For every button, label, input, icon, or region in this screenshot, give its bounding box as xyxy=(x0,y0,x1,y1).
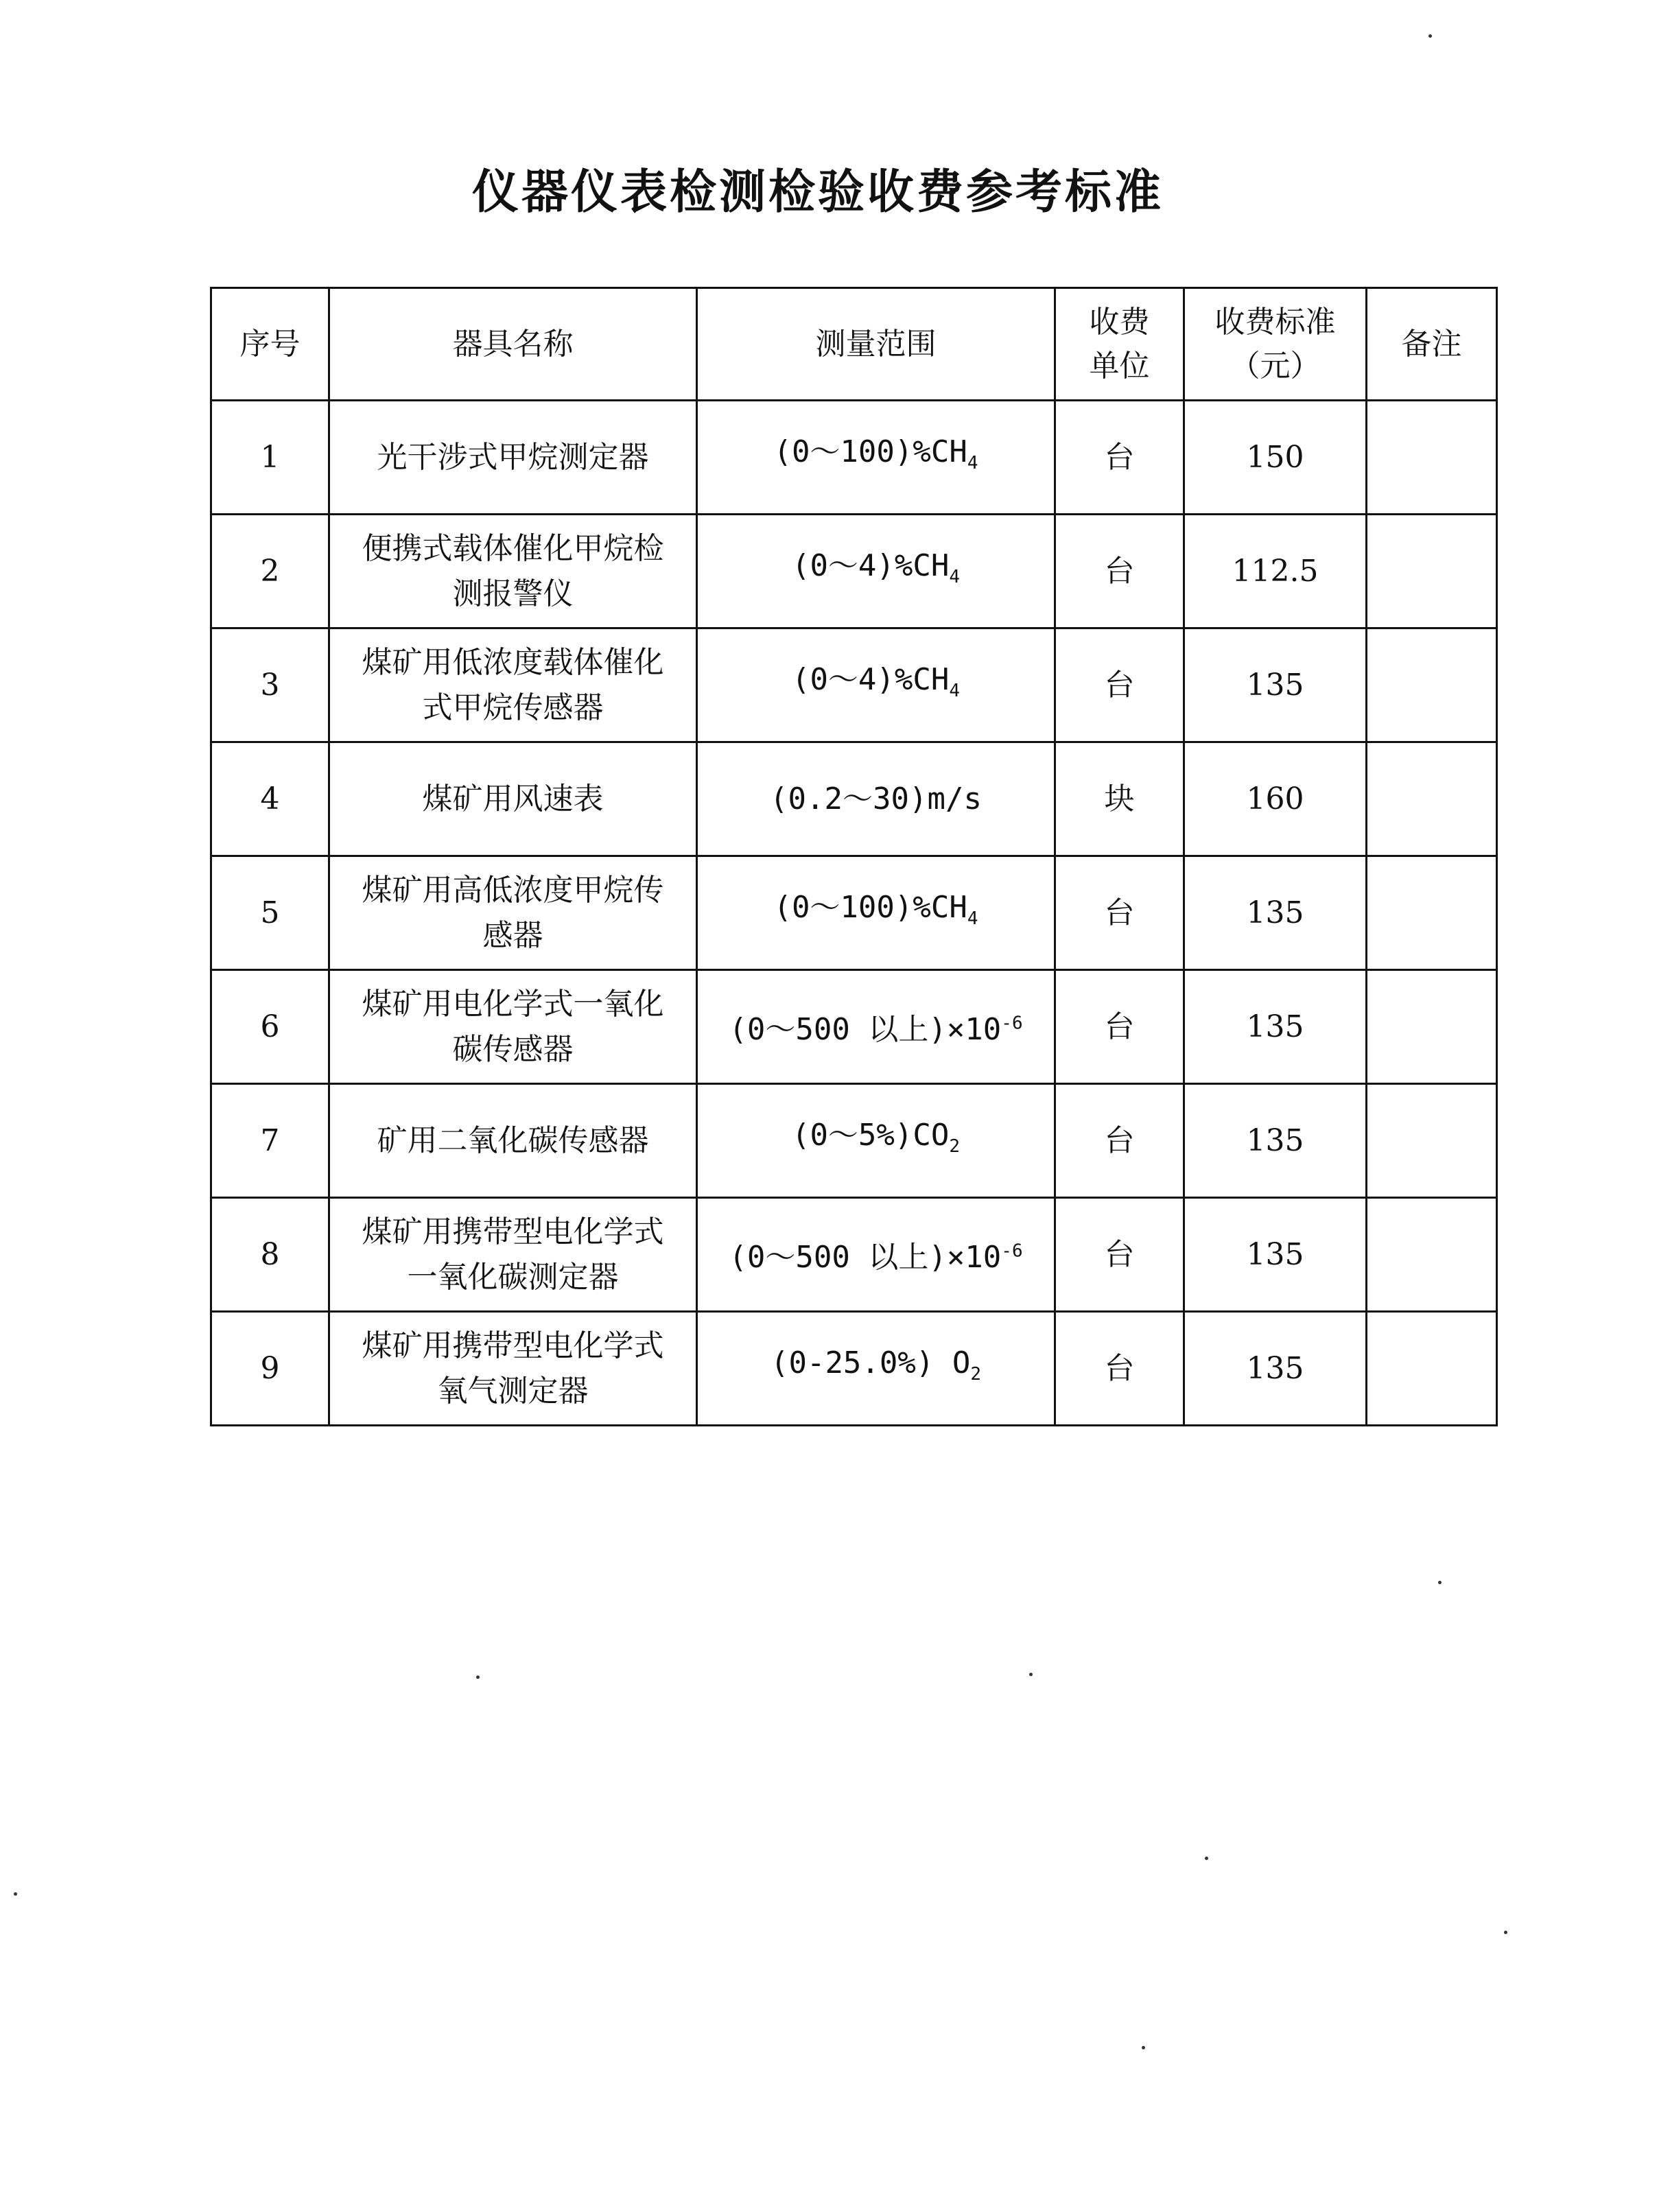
seq-cell: 5 xyxy=(211,856,329,970)
range-cell xyxy=(697,1198,1055,1312)
scan-speck xyxy=(1142,2046,1145,2049)
unit-cell: 台 xyxy=(1055,970,1184,1084)
unit-cell: 台 xyxy=(1055,1084,1184,1198)
scan-speck xyxy=(1029,1673,1033,1676)
remark-cell xyxy=(1367,970,1497,1084)
range-cell xyxy=(697,628,1055,742)
fee-cell: 135 xyxy=(1184,1084,1367,1198)
range-text: $(0\sim 4)\%CH_4$ xyxy=(791,661,961,701)
table-row xyxy=(211,1084,1497,1198)
name-cell: 煤矿用携带型电化学式一氧化碳测定器 xyxy=(329,1198,697,1312)
fee-cell: 160 xyxy=(1184,742,1367,856)
table-row xyxy=(211,742,1497,856)
fee-cell: 112.5 xyxy=(1184,515,1367,628)
scan-speck xyxy=(1205,1857,1208,1860)
unit-cell: 台 xyxy=(1055,515,1184,628)
fee-cell: 135 xyxy=(1184,970,1367,1084)
fee-cell: 135 xyxy=(1184,856,1367,970)
range-text: $(0\sim 100)\%CH_4$ xyxy=(773,434,978,473)
name-cell: 煤矿用电化学式一氧化碳传感器 xyxy=(329,970,697,1084)
unit-cell: 台 xyxy=(1055,1198,1184,1312)
remark-cell xyxy=(1367,856,1497,970)
table-row xyxy=(211,628,1497,742)
scan-speck xyxy=(14,1892,17,1896)
name-cell: 煤矿用低浓度载体催化式甲烷传感器 xyxy=(329,628,697,742)
remark-cell xyxy=(1367,628,1497,742)
range-cell xyxy=(697,970,1055,1084)
name-cell: 便携式载体催化甲烷检测报警仪 xyxy=(329,515,697,628)
remark-cell xyxy=(1367,515,1497,628)
table-row xyxy=(211,1312,1497,1426)
remark-cell xyxy=(1367,1198,1497,1312)
table-row xyxy=(211,1198,1497,1312)
scan-speck xyxy=(476,1675,480,1679)
remark-cell xyxy=(1367,1084,1497,1198)
fee-cell: 135 xyxy=(1184,1198,1367,1312)
scan-speck xyxy=(1504,1931,1507,1934)
fee-cell: 135 xyxy=(1184,1312,1367,1426)
range-text: $(0\sim 5\%)CO_2$ xyxy=(791,1117,961,1157)
range-text: (0～500 以上)$\times 10^{-6}$ xyxy=(729,1012,1023,1048)
remark-cell xyxy=(1367,401,1497,515)
unit-cell: 台 xyxy=(1055,856,1184,970)
header-seq: 序号 xyxy=(211,288,329,401)
fee-cell: 150 xyxy=(1184,401,1367,515)
range-text: (0～500 以上)$\times 10^{-6}$ xyxy=(729,1240,1023,1275)
range-text: $(0\sim 4)\%CH_4$ xyxy=(791,548,961,587)
unit-cell: 台 xyxy=(1055,628,1184,742)
scan-speck xyxy=(1438,1581,1442,1584)
seq-cell: 3 xyxy=(211,628,329,742)
fee-cell: 135 xyxy=(1184,628,1367,742)
page-title: 仪器仪表检测检验收费参考标准 xyxy=(471,165,1164,220)
seq-cell: 6 xyxy=(211,970,329,1084)
table-row xyxy=(211,970,1497,1084)
range-cell xyxy=(697,742,1055,856)
header-fee: 收费标准（元） xyxy=(1184,288,1367,401)
range-cell xyxy=(697,856,1055,970)
name-cell: 煤矿用高低浓度甲烷传感器 xyxy=(329,856,697,970)
range-cell xyxy=(697,515,1055,628)
range-text: (0-25.0%) $O_2$ xyxy=(770,1345,982,1385)
name-cell: 光干涉式甲烷测定器 xyxy=(329,401,697,515)
scan-speck xyxy=(1428,34,1432,38)
header-unit: 收费单位 xyxy=(1055,288,1184,401)
fee-standard-table xyxy=(210,287,1498,1426)
header-remark: 备注 xyxy=(1367,288,1497,401)
remark-cell xyxy=(1367,1312,1497,1426)
unit-cell: 台 xyxy=(1055,1312,1184,1426)
seq-cell: 9 xyxy=(211,1312,329,1426)
name-cell: 煤矿用风速表 xyxy=(329,742,697,856)
name-cell: 煤矿用携带型电化学式氧气测定器 xyxy=(329,1312,697,1426)
header-range: 测量范围 xyxy=(697,288,1055,401)
table-body xyxy=(211,401,1497,1426)
seq-cell: 4 xyxy=(211,742,329,856)
table-row xyxy=(211,515,1497,628)
range-cell xyxy=(697,1312,1055,1426)
table-header-row xyxy=(211,288,1497,401)
seq-cell: 1 xyxy=(211,401,329,515)
unit-cell: 台 xyxy=(1055,401,1184,515)
table-row xyxy=(211,856,1497,970)
seq-cell: 2 xyxy=(211,515,329,628)
seq-cell: 8 xyxy=(211,1198,329,1312)
remark-cell xyxy=(1367,742,1497,856)
range-cell xyxy=(697,401,1055,515)
unit-cell: 块 xyxy=(1055,742,1184,856)
range-cell xyxy=(697,1084,1055,1198)
range-text: $(0\sim 100)\%CH_4$ xyxy=(773,889,978,929)
range-text: (0.2～30)m/s xyxy=(770,781,982,816)
name-cell: 矿用二氧化碳传感器 xyxy=(329,1084,697,1198)
header-name: 器具名称 xyxy=(329,288,697,401)
seq-cell: 7 xyxy=(211,1084,329,1198)
table-row xyxy=(211,401,1497,515)
